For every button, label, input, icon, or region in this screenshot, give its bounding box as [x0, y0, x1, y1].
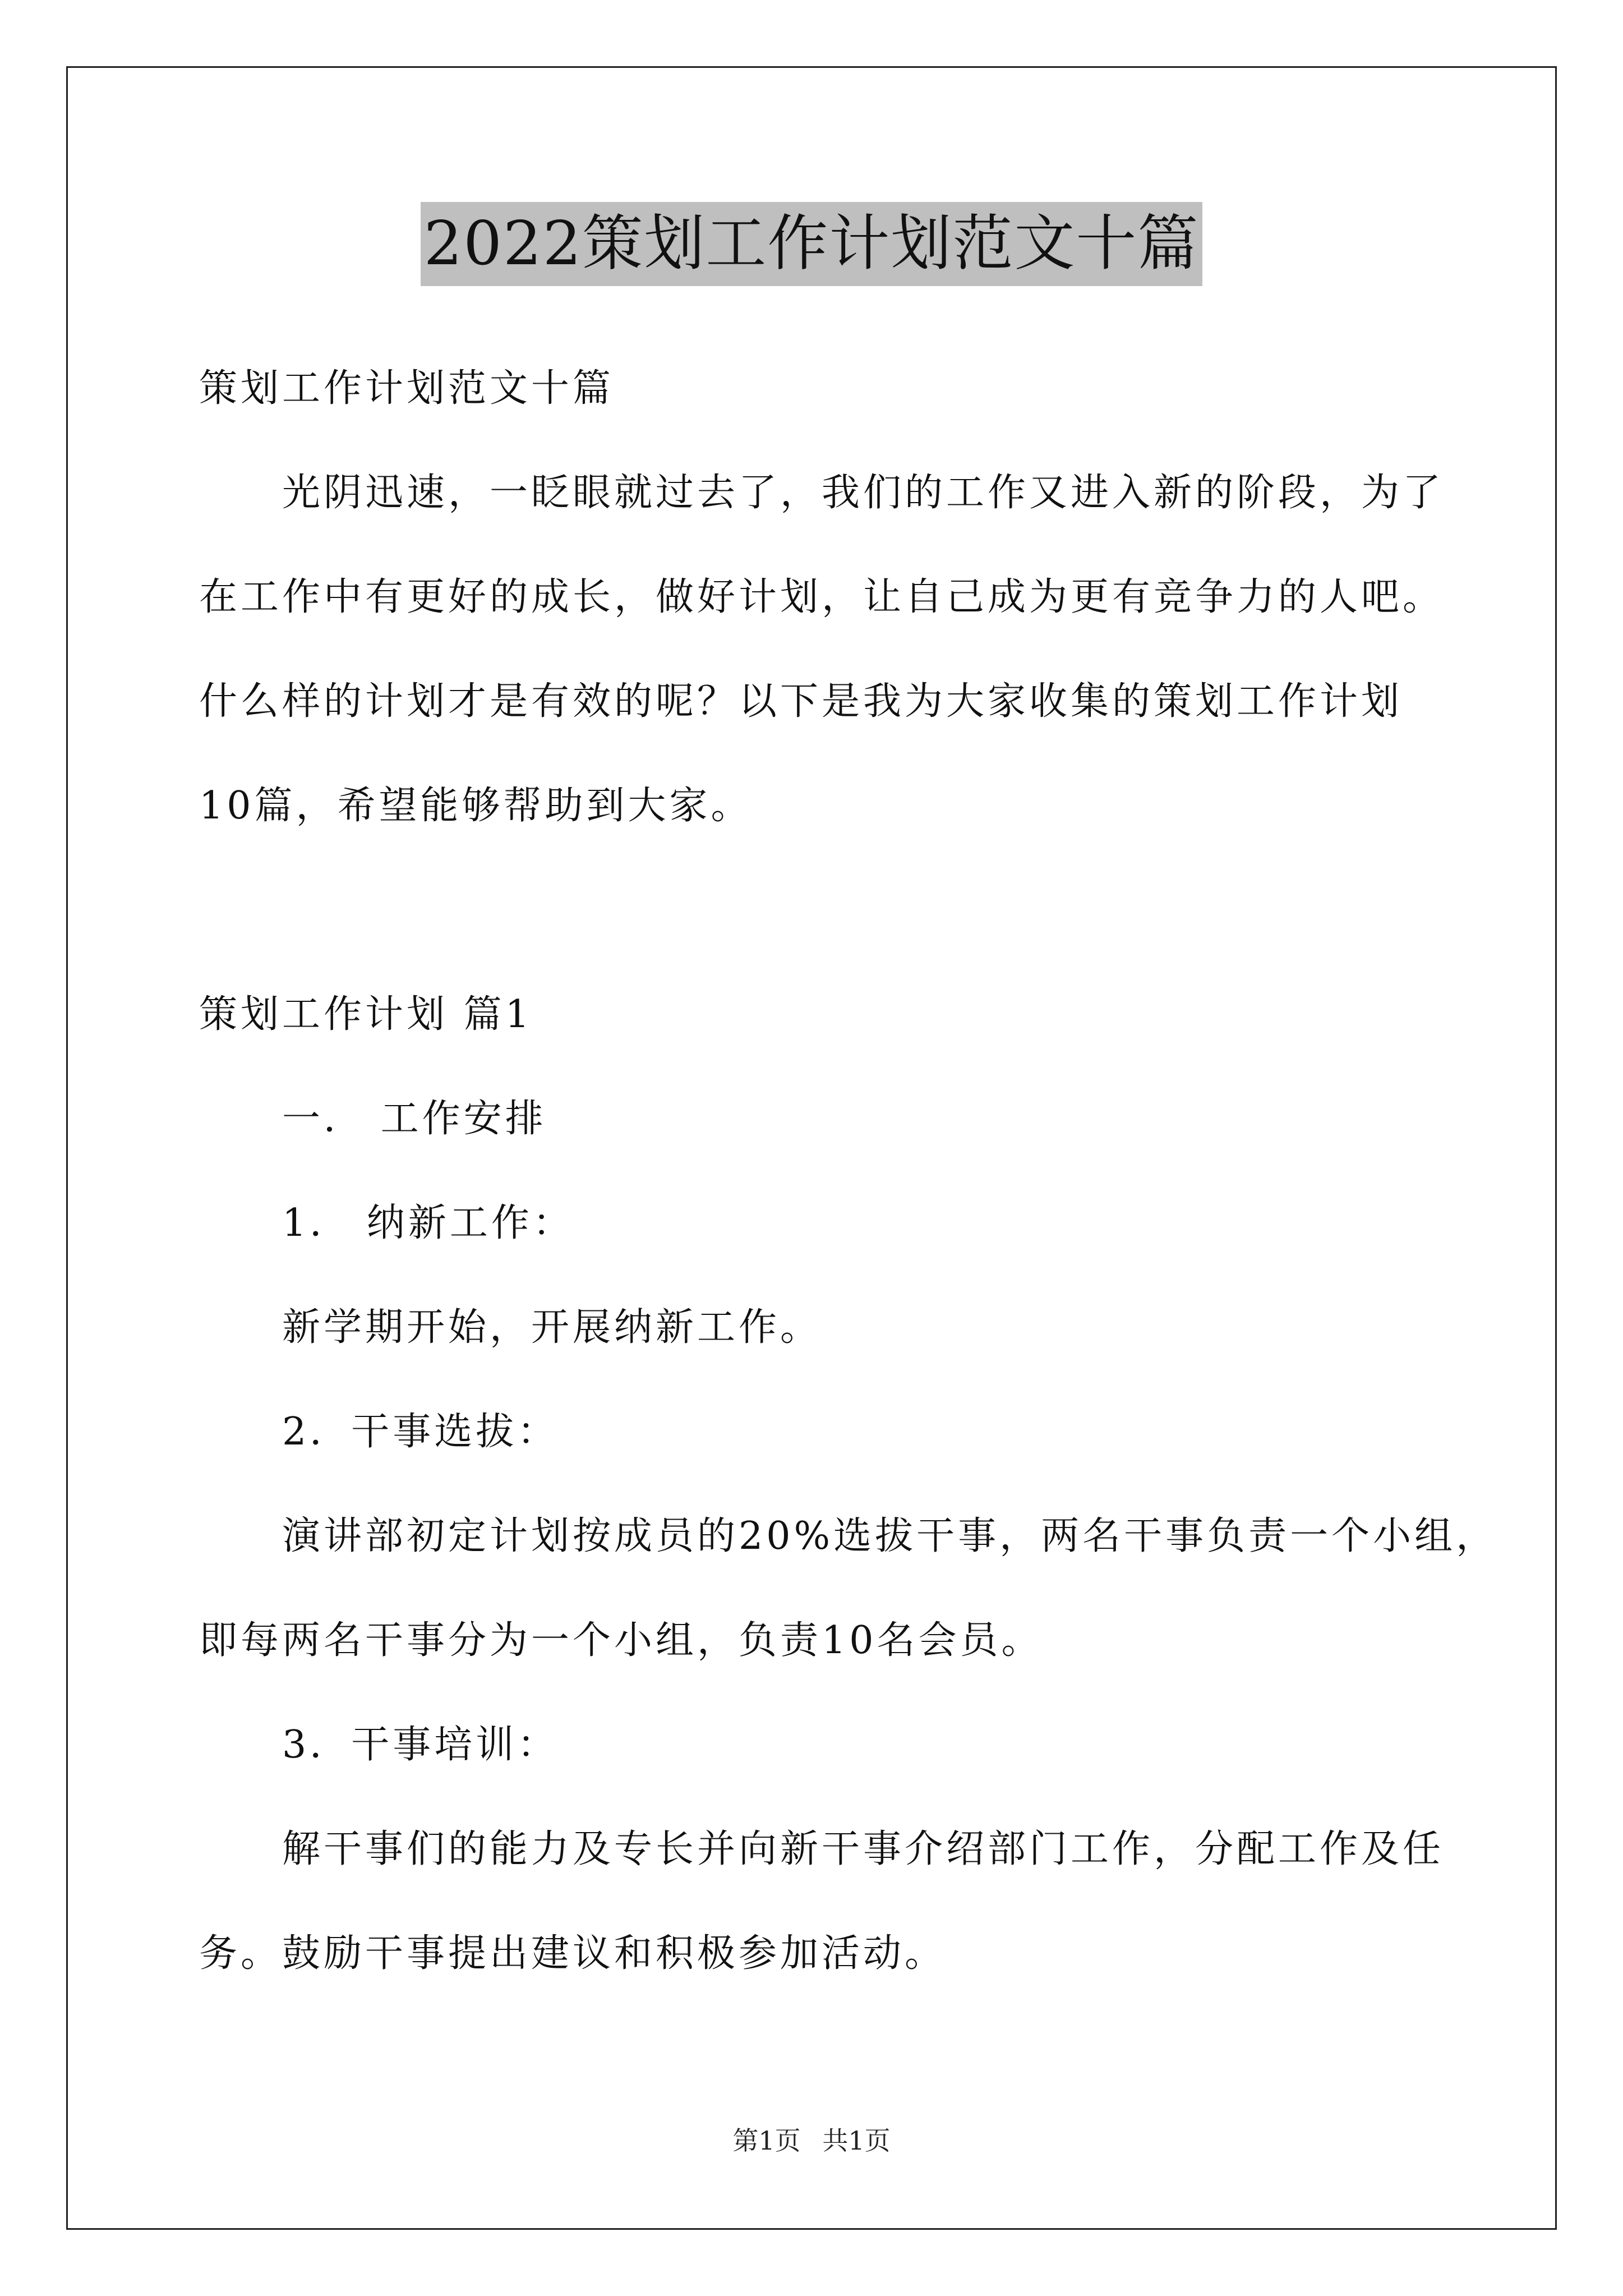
body-line: 什么样的计划才是有效的呢？以下是我为大家收集的策划工作计划	[199, 679, 1403, 724]
body-line: 2．干事选拔：	[282, 1410, 559, 1454]
page-number: 第1页	[732, 2125, 801, 2156]
body-line: 一． 工作安排	[282, 1097, 547, 1141]
body-line: 务。鼓励干事提出建议和积极参加活动。	[199, 1931, 947, 1976]
body-line: 在工作中有更好的成长，做好计划，让自己成为更有竞争力的人吧。	[199, 575, 1445, 619]
title-container	[0, 202, 1623, 286]
body-line: 策划工作计划范文十篇	[199, 366, 615, 411]
document-title: 2022策划工作计划范文十篇	[421, 202, 1203, 286]
body-line: 即每两名干事分为一个小组，负责10名会员。	[199, 1618, 1043, 1663]
body-line: 新学期开始，开展纳新工作。	[282, 1305, 822, 1350]
body-line: 解干事们的能力及专长并向新干事介绍部门工作，分配工作及任	[282, 1827, 1445, 1871]
page-footer	[0, 2120, 1623, 2157]
body-line: 1． 纳新工作：	[282, 1201, 574, 1245]
body-line: 10篇，希望能够帮助到大家。	[199, 784, 753, 828]
body-line: 演讲部初定计划按成员的20%选拔干事，两名干事负责一个小组，	[282, 1514, 1498, 1558]
body-line: 光阴迅速，一眨眼就过去了，我们的工作又进入新的阶段，为了	[282, 471, 1445, 515]
section-heading: 策划工作计划 篇1	[199, 992, 533, 1037]
blank-line	[199, 858, 1455, 963]
page-total: 共1页	[822, 2125, 891, 2156]
document-body	[199, 337, 1498, 2006]
body-line: 3．干事培训：	[282, 1723, 559, 1767]
